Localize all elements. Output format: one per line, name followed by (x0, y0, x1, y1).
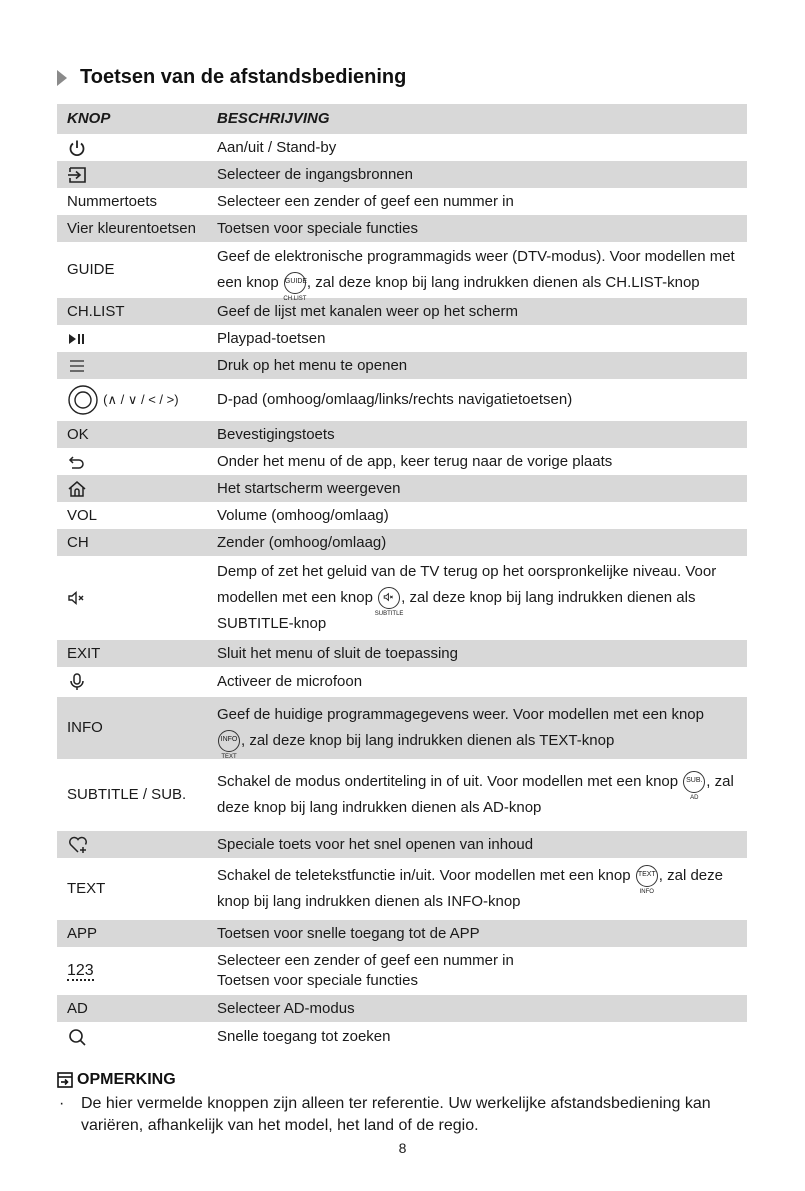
row-description: Onder het menu of de app, keer terug naar de vorige plaats (217, 452, 613, 470)
table-row (57, 920, 747, 947)
number-key-icon: 123 (67, 962, 94, 979)
sub-button-icon: SUB. AD (683, 771, 705, 793)
triangle-bullet-icon (57, 70, 67, 86)
note-bullet: · (59, 1095, 65, 1112)
table-row (57, 556, 747, 640)
table-row (57, 640, 747, 667)
section-title-text: Toetsen van de afstandsbediening (80, 66, 407, 88)
menu-icon (67, 358, 87, 374)
row-key: APP (57, 920, 207, 947)
table-row (57, 242, 747, 298)
row-key: AD (57, 995, 207, 1022)
note-section (57, 1071, 741, 1137)
table-row (57, 502, 747, 529)
row-key: OK (57, 421, 207, 448)
row-description: Zender (omhoog/omlaag) (207, 529, 747, 556)
row-key: Nummertoets (67, 192, 158, 210)
row-key: EXIT (57, 640, 207, 667)
row-key: Vier kleurentoetsen (57, 215, 207, 242)
row-key: SUBTITLE / SUB. (67, 786, 187, 803)
table-row (57, 134, 747, 161)
note-body (57, 1093, 741, 1137)
table-row (57, 475, 747, 502)
table-row (57, 858, 747, 920)
row-description: Geef de lijst met kanalen weer op het scherm (207, 298, 747, 325)
row-description: Selecteer de ingangsbronnen (207, 161, 747, 188)
table-row (57, 325, 747, 352)
row-description: D-pad (omhoog/omlaag/links/rechts navigatietoetsen) (217, 391, 573, 408)
table-row (57, 352, 747, 379)
heart-plus-icon (67, 835, 89, 855)
row-description: Selecteer een zender of geef een nummer in Toetsen voor speciale functies (217, 952, 514, 989)
table-row (57, 379, 747, 421)
dpad-directions: (∧ / ∨ / < / >) (103, 391, 179, 407)
row-key: CH (57, 529, 207, 556)
row-description: Speciale toets voor het snel openen van inhoud (207, 831, 747, 858)
row-description: Schakel de teletekstfunctie in/uit. Voor modellen met een knop TEXT INFO , zal deze knop bij lang indrukken dienen als INFO-knop (217, 867, 723, 910)
table-row (57, 1022, 747, 1052)
row-description: Geef de elektronische programmagids weer (DTV-modus). Voor modellen met een knop GUIDE CH.LIST , zal deze knop bij lang indrukken dienen als CH.LIST-knop (217, 248, 735, 303)
power-icon (67, 138, 87, 158)
table-row (57, 448, 747, 475)
table-row (57, 529, 747, 556)
table-row (57, 421, 747, 448)
home-icon (67, 480, 87, 498)
row-description: Schakel de modus ondertiteling in of uit. Voor modellen met een knop SUB. AD , zal deze knop bij lang indrukken dienen als AD-knop (217, 773, 734, 816)
table-row (57, 831, 747, 858)
row-key: VOL (67, 506, 98, 524)
row-description: Toetsen voor speciale functies (207, 215, 747, 242)
dpad-icon (67, 384, 99, 416)
mute-button-icon: SUBTITLE (378, 587, 400, 609)
table-row (57, 188, 747, 215)
note-icon (57, 1072, 73, 1088)
row-description: Playpad-toetsen (217, 329, 326, 347)
text-button-icon: TEXT INFO (636, 865, 658, 887)
search-icon (67, 1027, 87, 1047)
table-row (57, 667, 747, 697)
table-row (57, 697, 747, 759)
row-description: Selecteer AD-modus (207, 995, 747, 1022)
back-icon (67, 453, 87, 471)
note-text: De hier vermelde knoppen zijn alleen ter referentie. Uw werkelijke afstandsbediening kan variëren, afhankelijk van het model, het land of de regio. (81, 1095, 711, 1134)
play-pause-icon (67, 332, 87, 346)
input-source-icon (67, 165, 89, 185)
row-description: Aan/uit / Stand-by (217, 138, 337, 156)
row-key: GUIDE (67, 261, 115, 278)
row-description: Bevestigingstoets (207, 421, 747, 448)
remote-keys-table (57, 104, 747, 1052)
guide-button-icon: GUIDE CH.LIST (284, 272, 306, 294)
section-title (57, 66, 406, 89)
row-key: CH.LIST (57, 298, 207, 325)
table-row (57, 995, 747, 1022)
row-description: Het startscherm weergeven (207, 475, 747, 502)
row-description: Activeer de microfoon (217, 673, 363, 690)
row-description: Selecteer een zender of geef een nummer in (217, 192, 514, 210)
header-description: BESCHRIJVING (207, 104, 747, 134)
row-description: Sluit het menu of sluit de toepassing (207, 640, 747, 667)
table-row (57, 298, 747, 325)
row-description: Geef de huidige programmagegevens weer. Voor modellen met een knop INFO TEXT , zal deze knop bij lang indrukken dienen als TEXT-knop (207, 697, 747, 759)
mute-icon (67, 590, 87, 606)
table-row (57, 947, 747, 995)
row-description: Druk op het menu te openen (207, 352, 747, 379)
info-button-icon: INFO TEXT (218, 730, 240, 752)
table-row (57, 215, 747, 242)
table-row (57, 161, 747, 188)
row-key: INFO (57, 697, 207, 759)
row-key: TEXT (67, 880, 106, 897)
row-description: Demp of zet het geluid van de TV terug op het oorspronkelijke niveau. Voor modellen met een knop SUBTITLE , zal deze knop bij lang indrukken dienen als SUBTITLE-knop (217, 563, 717, 632)
row-description: Volume (omhoog/omlaag) (217, 506, 389, 524)
row-description: Toetsen voor snelle toegang tot de APP (207, 920, 747, 947)
note-heading: OPMERKING (57, 1071, 741, 1089)
header-key: KNOP (57, 104, 207, 134)
page-number: 8 (398, 1140, 407, 1156)
table-header-row (57, 104, 747, 134)
row-description: Snelle toegang tot zoeken (217, 1028, 391, 1045)
microphone-icon (67, 672, 87, 692)
table-row (57, 759, 747, 831)
